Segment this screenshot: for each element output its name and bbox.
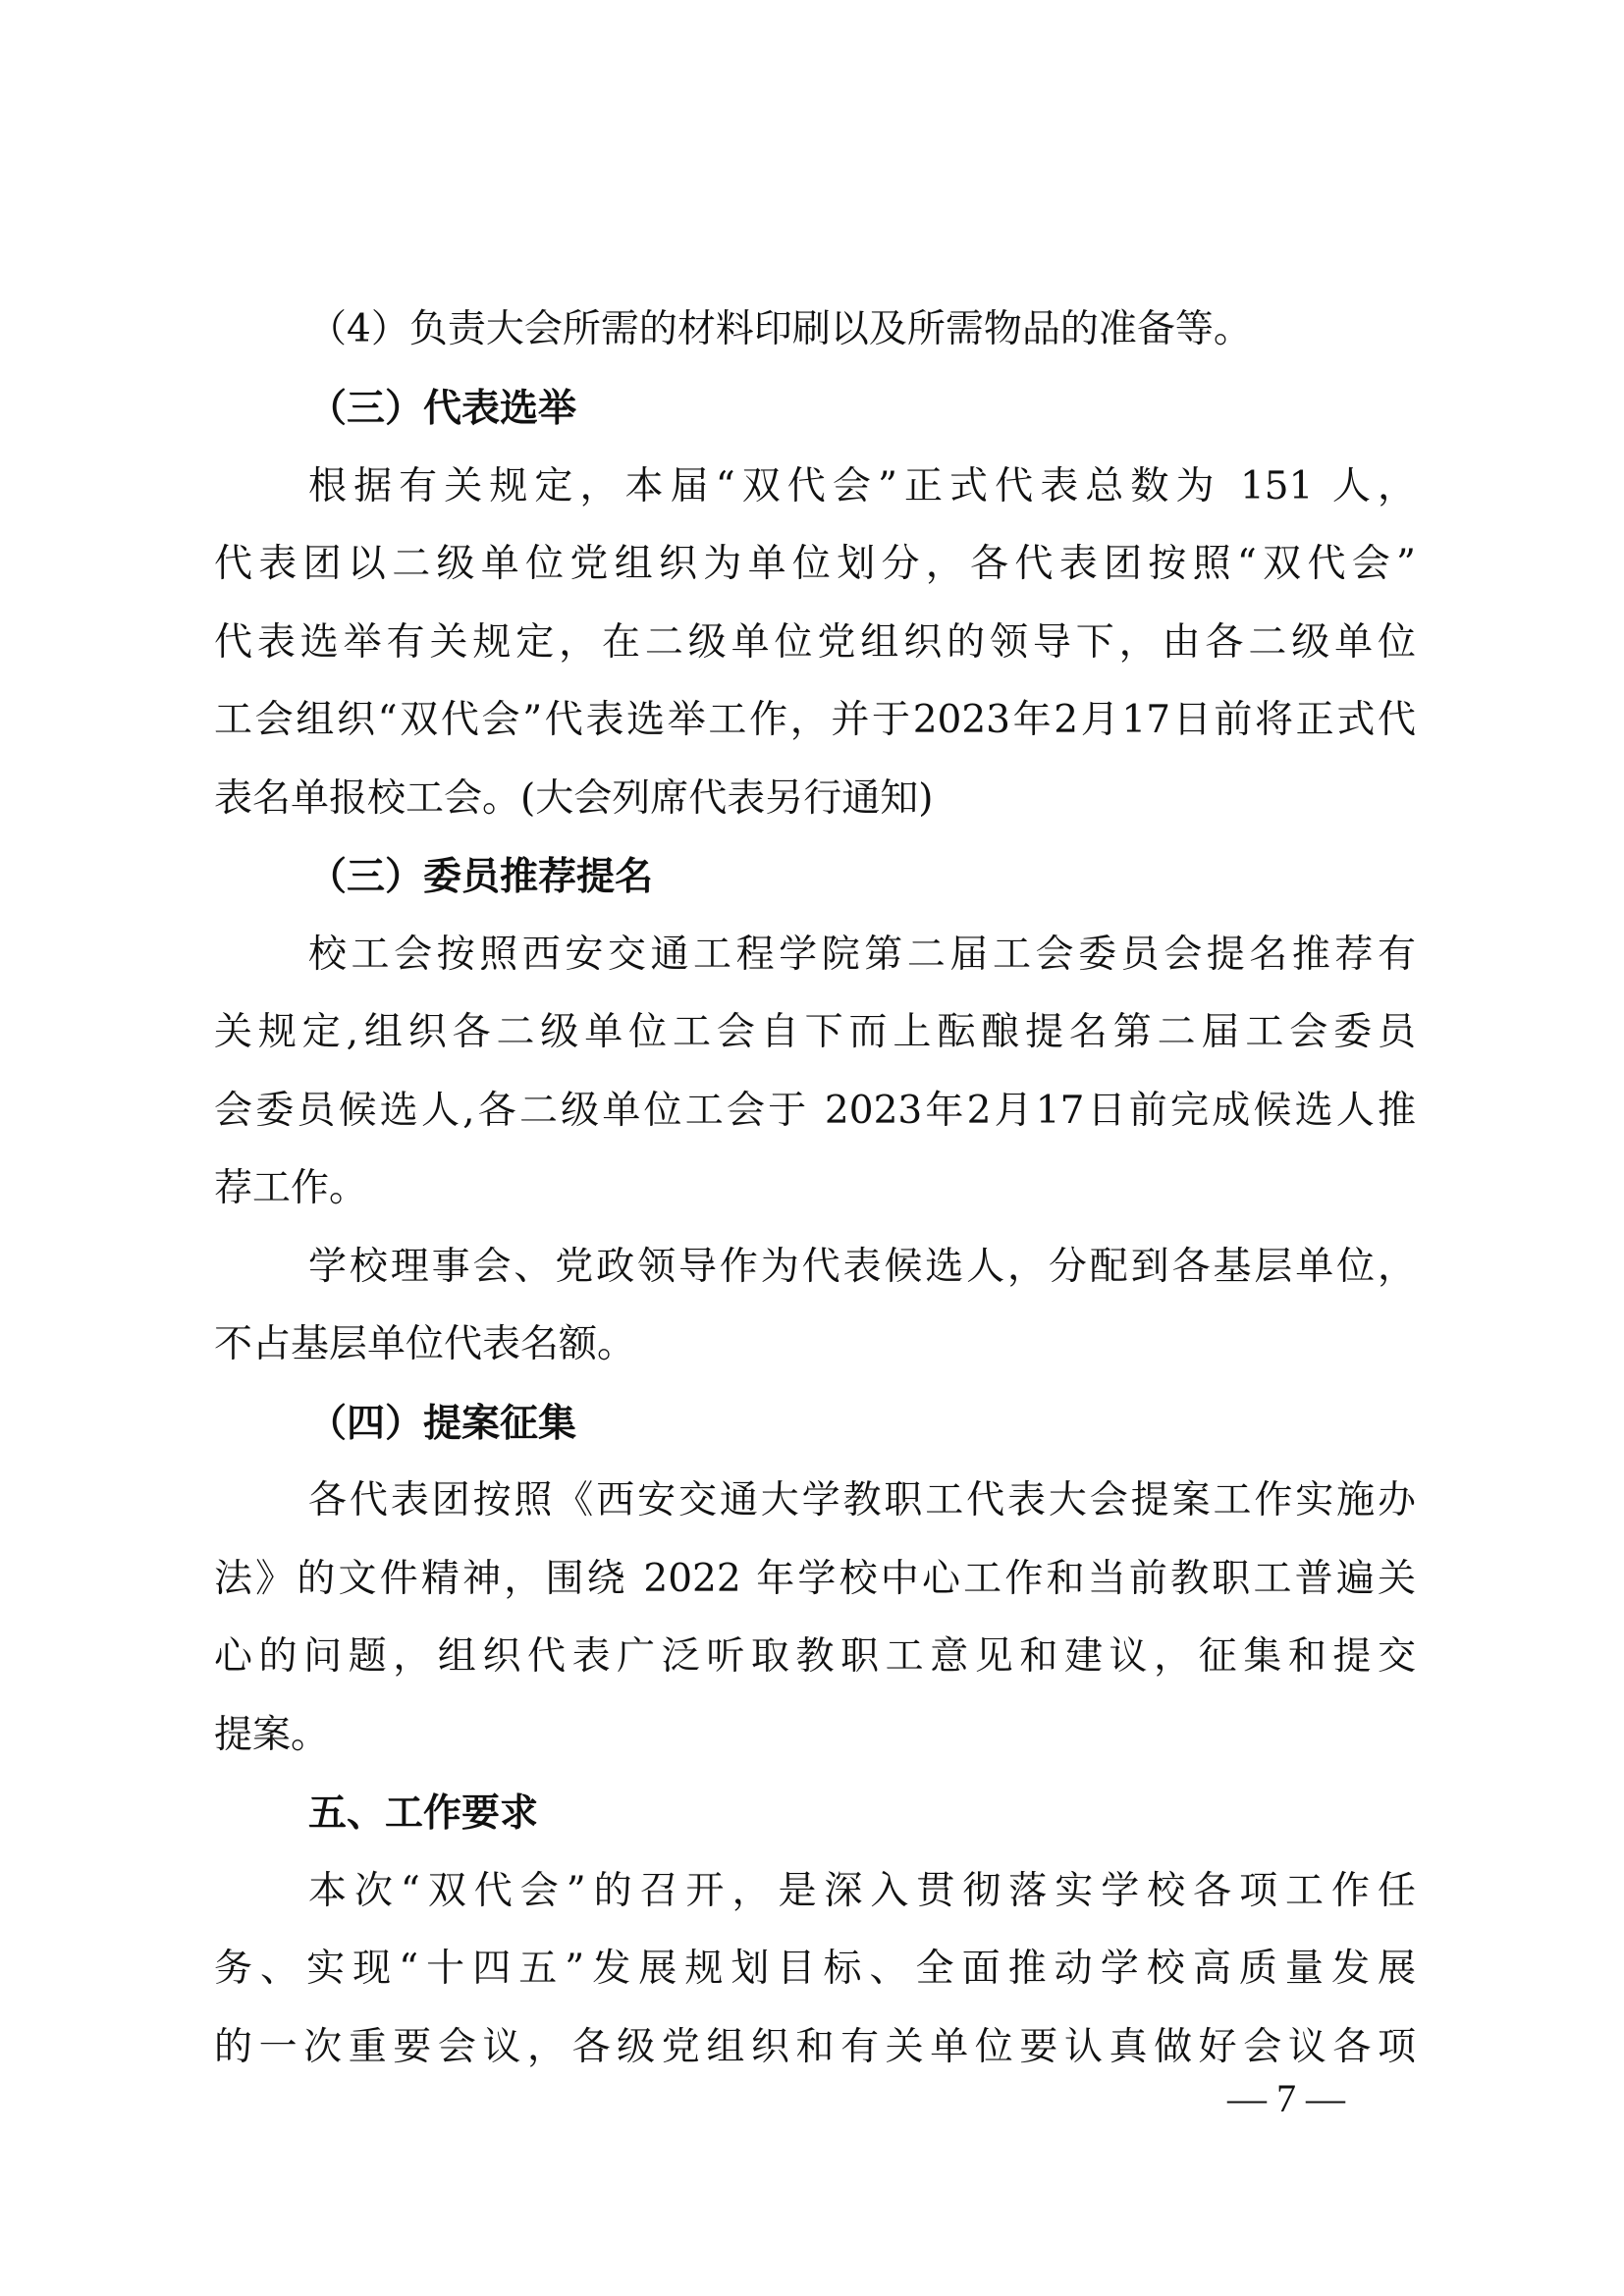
section-heading-representative-election: （三）代表选举 [308, 386, 577, 431]
body-line: （4）负责大会所需的材料印刷以及所需物品的准备等。 [308, 307, 1252, 351]
body-line: 的一次重要会议，各级党组织和有关单位要认真做好会议各项 [214, 2025, 1416, 2069]
body-line: 代表选举有关规定，在二级单位党组织的领导下，由各二级单位 [214, 620, 1416, 665]
body-line: 工会组织“双代会”代表选举工作，并于2023年2月17日前将正式代 [214, 698, 1416, 742]
body-line: 不占基层单位代表名额。 [214, 1322, 636, 1366]
section-heading-proposal-collection: （四）提案征集 [308, 1401, 577, 1446]
body-line: 表名单报校工会。(大会列席代表另行通知) [214, 776, 934, 821]
body-line: 提案。 [214, 1713, 330, 1757]
body-line: 本次“双代会”的召开，是深入贯彻落实学校各项工作任 [308, 1869, 1416, 1913]
body-line: 关规定,组织各二级单位工会自下而上酝酿提名第二届工会委员 [214, 1010, 1416, 1054]
body-line: 务、实现“十四五”发展规划目标、全面推动学校高质量发展 [214, 1947, 1416, 1991]
body-line: 荐工作。 [214, 1166, 368, 1210]
body-line: 校工会按照西安交通工程学院第二届工会委员会提名推荐有 [308, 933, 1416, 977]
section-heading-committee-nomination: （三）委员推荐提名 [308, 854, 654, 899]
body-line: 法》的文件精神，围绕 2022 年学校中心工作和当前教职工普遍关 [214, 1557, 1416, 1601]
body-line: 代表团以二级单位党组织为单位划分，各代表团按照“双代会” [214, 542, 1416, 586]
body-line: 心的问题，组织代表广泛听取教职工意见和建议，征集和提交 [214, 1634, 1416, 1679]
body-line: 会委员候选人,各二级单位工会于 2023年2月17日前完成候选人推 [214, 1089, 1416, 1133]
page-number: — 7 — [1227, 2076, 1345, 2120]
body-line: 各代表团按照《西安交通大学教职工代表大会提案工作实施办 [308, 1478, 1416, 1522]
body-line: 根据有关规定，本届“双代会”正式代表总数为 151 人， [308, 464, 1416, 508]
section-heading-work-requirements: 五、工作要求 [308, 1790, 539, 1836]
body-line: 学校理事会、党政领导作为代表候选人，分配到各基层单位， [308, 1245, 1416, 1289]
